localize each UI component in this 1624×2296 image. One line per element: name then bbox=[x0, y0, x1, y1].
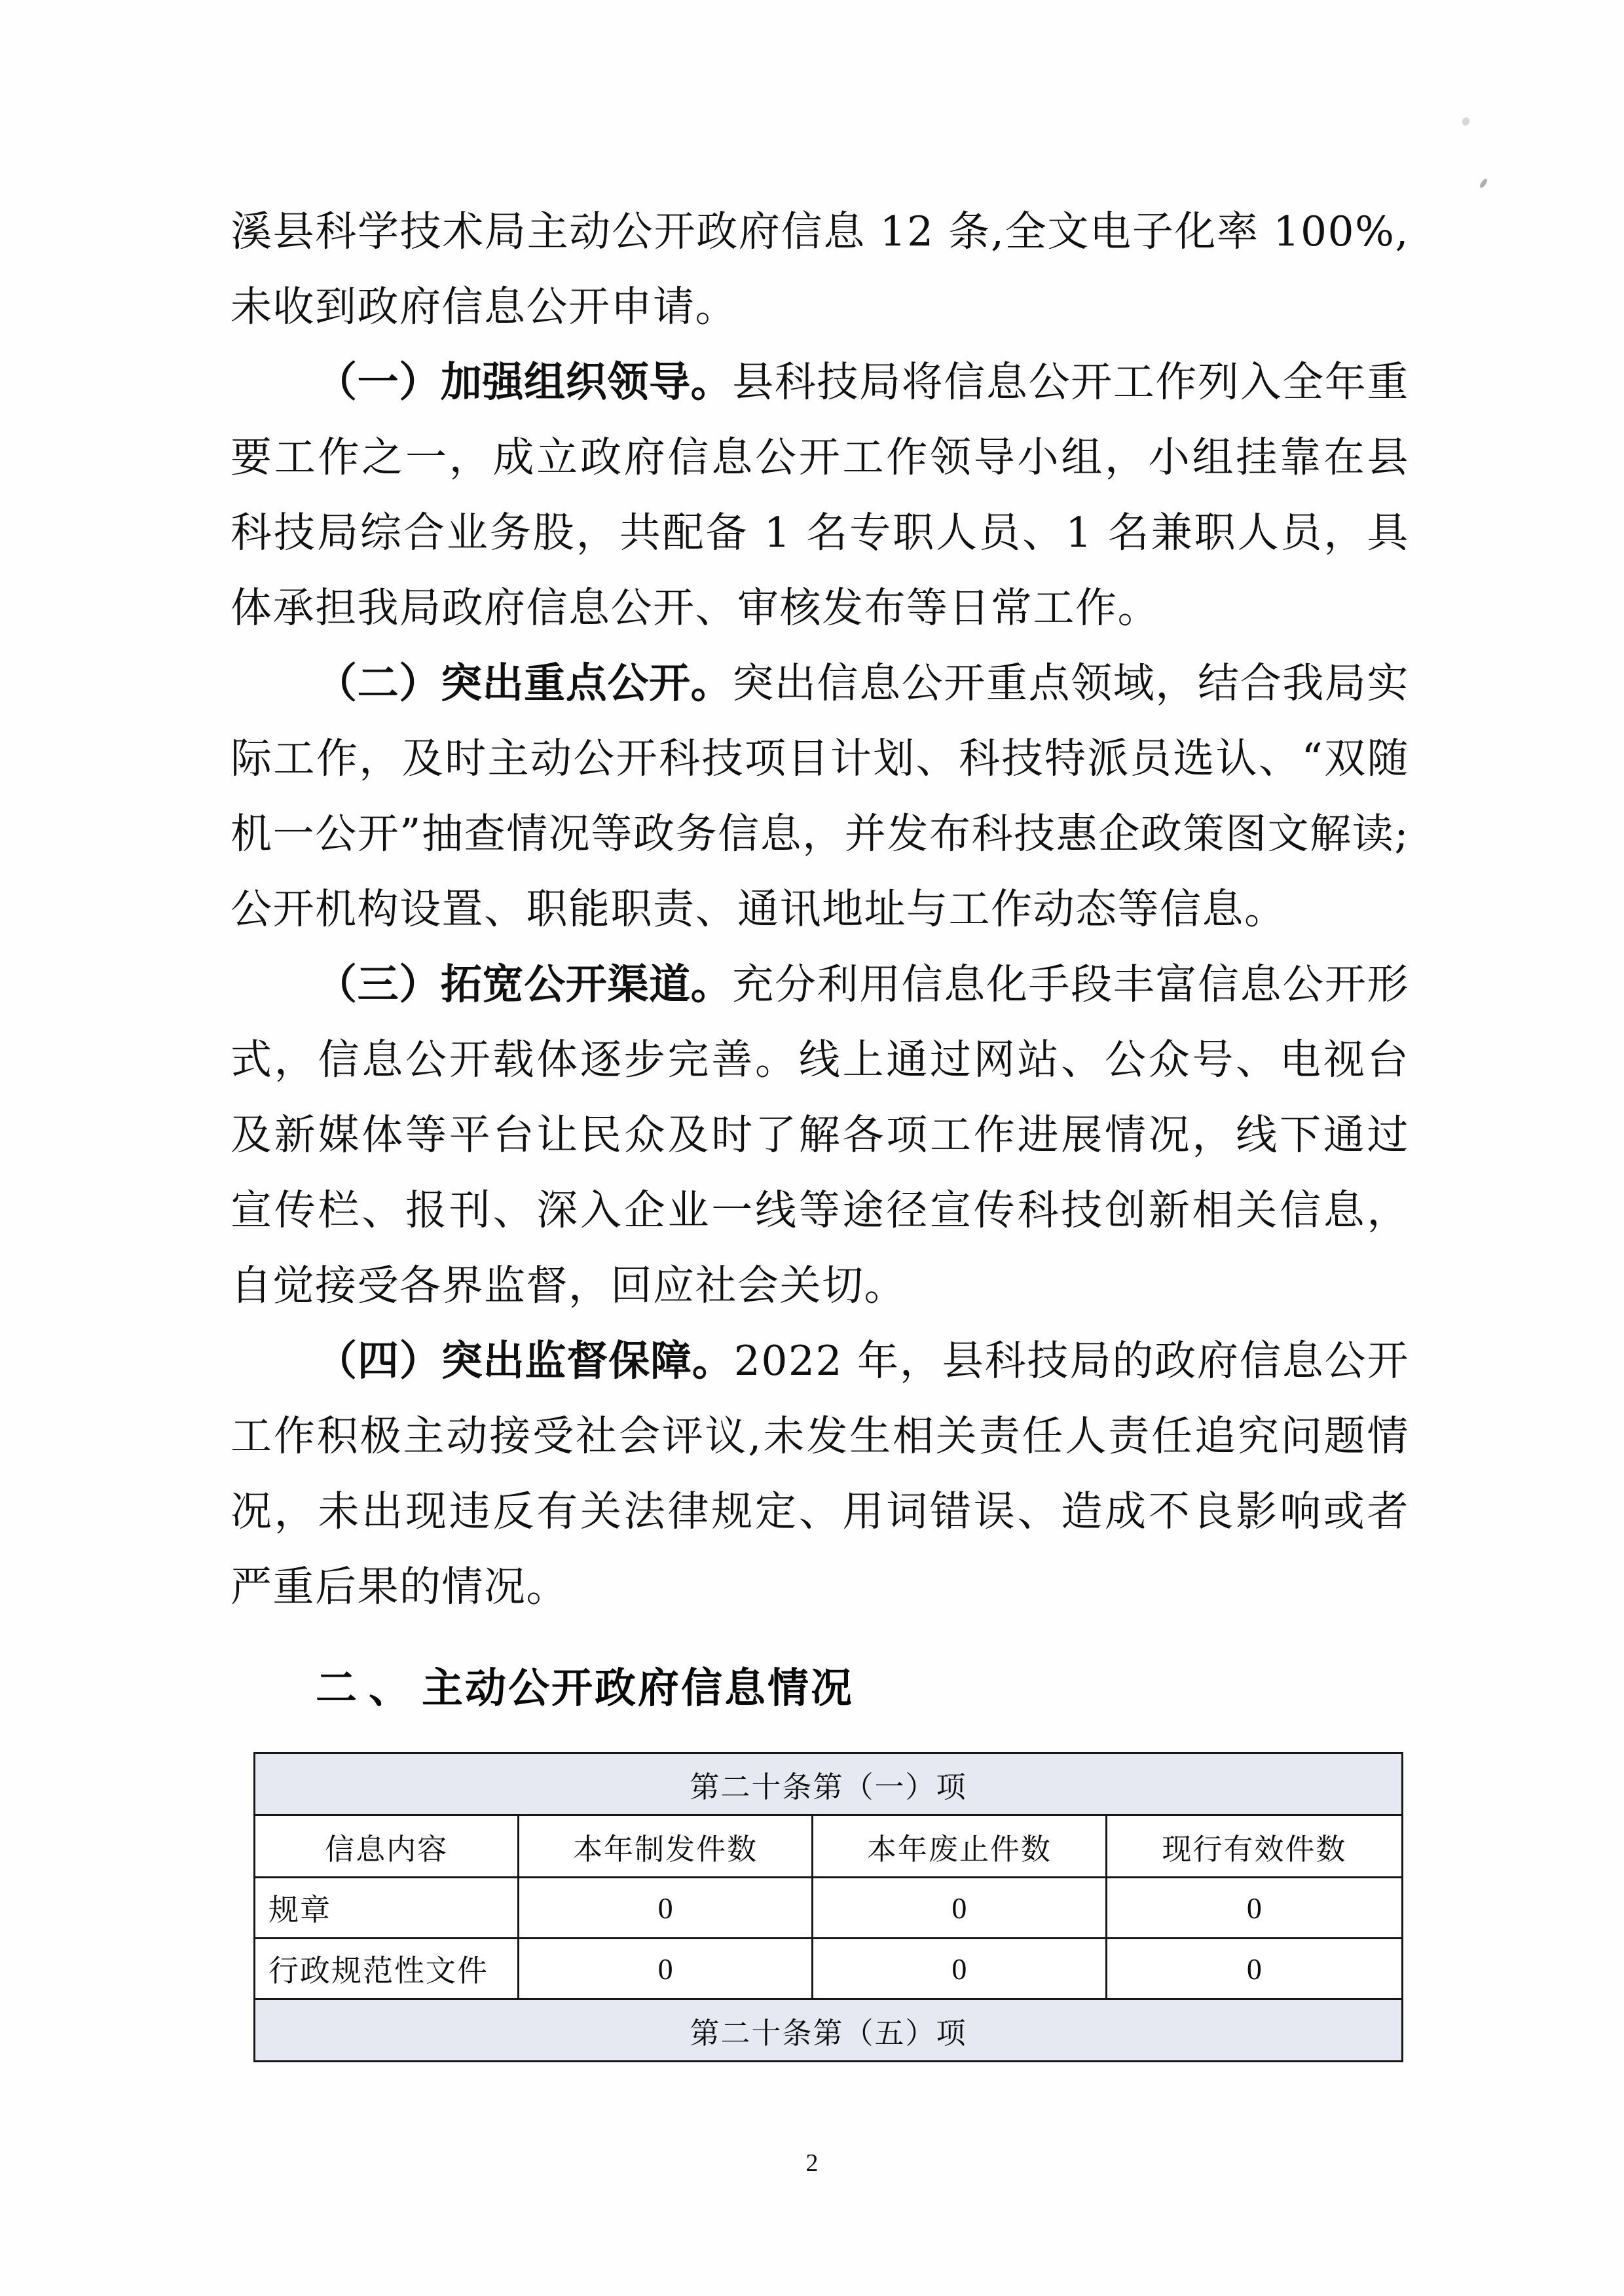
column-header-repealed-this-year: 本年废止件数 bbox=[812, 1815, 1106, 1878]
paragraph-lead-3: （三）拓宽公开渠道。 bbox=[316, 960, 733, 1008]
scan-speck-icon bbox=[1461, 117, 1471, 127]
cell-normative-effective: 0 bbox=[1106, 1939, 1402, 1999]
scan-speck-icon bbox=[1479, 177, 1488, 189]
table-band-bottom-label: 第二十条第（五）项 bbox=[255, 1999, 1403, 2062]
paragraph-text: 溪县科学技术局主动公开政府信息 12 条,全文电子化率 100%,未收到政府信息公开申请。 bbox=[231, 208, 1409, 331]
table-header-row bbox=[255, 1815, 1403, 1878]
cell-normative-repealed: 0 bbox=[812, 1939, 1106, 1999]
column-header-currently-effective: 现行有效件数 bbox=[1106, 1815, 1402, 1878]
paragraph-lead-4: （四）突出监督保障。 bbox=[316, 1336, 734, 1385]
paragraph-text-4: 2022 年，县科技局的政府信息公开工作积极主动接受社会评议,未发生相关责任人责任追究问题情况，未出现违反有关法律规定、用词错误、造成不良影响或者严重后果的情况。 bbox=[231, 1337, 1410, 1611]
paragraph-lead-2: （二）突出重点公开。 bbox=[316, 659, 733, 707]
disclosure-table-container bbox=[253, 1752, 1403, 2062]
section-heading-number: 二、 bbox=[316, 1666, 422, 1711]
page-number: 2 bbox=[805, 2149, 819, 2177]
table-row bbox=[255, 1939, 1403, 1999]
disclosure-table bbox=[253, 1752, 1403, 2062]
paragraph-text-2: 突出信息公开重点领域，结合我局实际工作，及时主动公开科技项目计划、科技特派员选认、“双随机一公开”抽查情况等政务信息，并发布科技惠企政策图文解读;公开机构设置、职能职责、通讯地址与工作动态等信息。 bbox=[231, 659, 1410, 933]
cell-regulations-issued: 0 bbox=[519, 1878, 813, 1939]
paragraph-lead-1: （一）加强组织领导。 bbox=[316, 357, 733, 406]
row-label-regulations: 规章 bbox=[255, 1878, 519, 1939]
paragraph-item-1 bbox=[231, 344, 1409, 646]
paragraph-text-1: 县科技局将信息公开工作列入全年重要工作之一，成立政府信息公开工作领导小组，小组挂靠在县科技局综合业务股，共配备 1 名专职人员、1 名兼职人员，具体承担我局政府信息公开、审核发布等日常工作。 bbox=[231, 358, 1410, 632]
row-label-normative-documents: 行政规范性文件 bbox=[255, 1939, 519, 1999]
paragraph-item-3 bbox=[231, 947, 1409, 1323]
section-heading bbox=[316, 1655, 854, 1715]
section-heading-title: 主动公开政府信息情况 bbox=[422, 1666, 854, 1711]
paragraph-opening bbox=[231, 194, 1409, 344]
cell-regulations-effective: 0 bbox=[1106, 1878, 1402, 1939]
paragraph-text-3: 充分利用信息化手段丰富信息公开形式，信息公开载体逐步完善。线上通过网站、公众号、电视台及新媒体等平台让民众及时了解各项工作进展情况，线下通过宣传栏、报刊、深入企业一线等途径宣传科技创新相关信息，自觉接受各界监督，回应社会关切。 bbox=[231, 960, 1410, 1309]
cell-regulations-repealed: 0 bbox=[812, 1878, 1106, 1939]
table-band-top-label: 第二十条第（一）项 bbox=[255, 1753, 1403, 1815]
column-header-info-content: 信息内容 bbox=[255, 1815, 519, 1878]
table-band-row-bottom bbox=[255, 1999, 1403, 2062]
body-text-column bbox=[231, 194, 1409, 1624]
cell-normative-issued: 0 bbox=[519, 1939, 813, 1999]
table-band-row-top bbox=[255, 1753, 1403, 1815]
column-header-issued-this-year: 本年制发件数 bbox=[519, 1815, 813, 1878]
paragraph-item-4 bbox=[231, 1323, 1409, 1624]
table-row bbox=[255, 1878, 1403, 1939]
paragraph-item-2 bbox=[231, 646, 1409, 947]
